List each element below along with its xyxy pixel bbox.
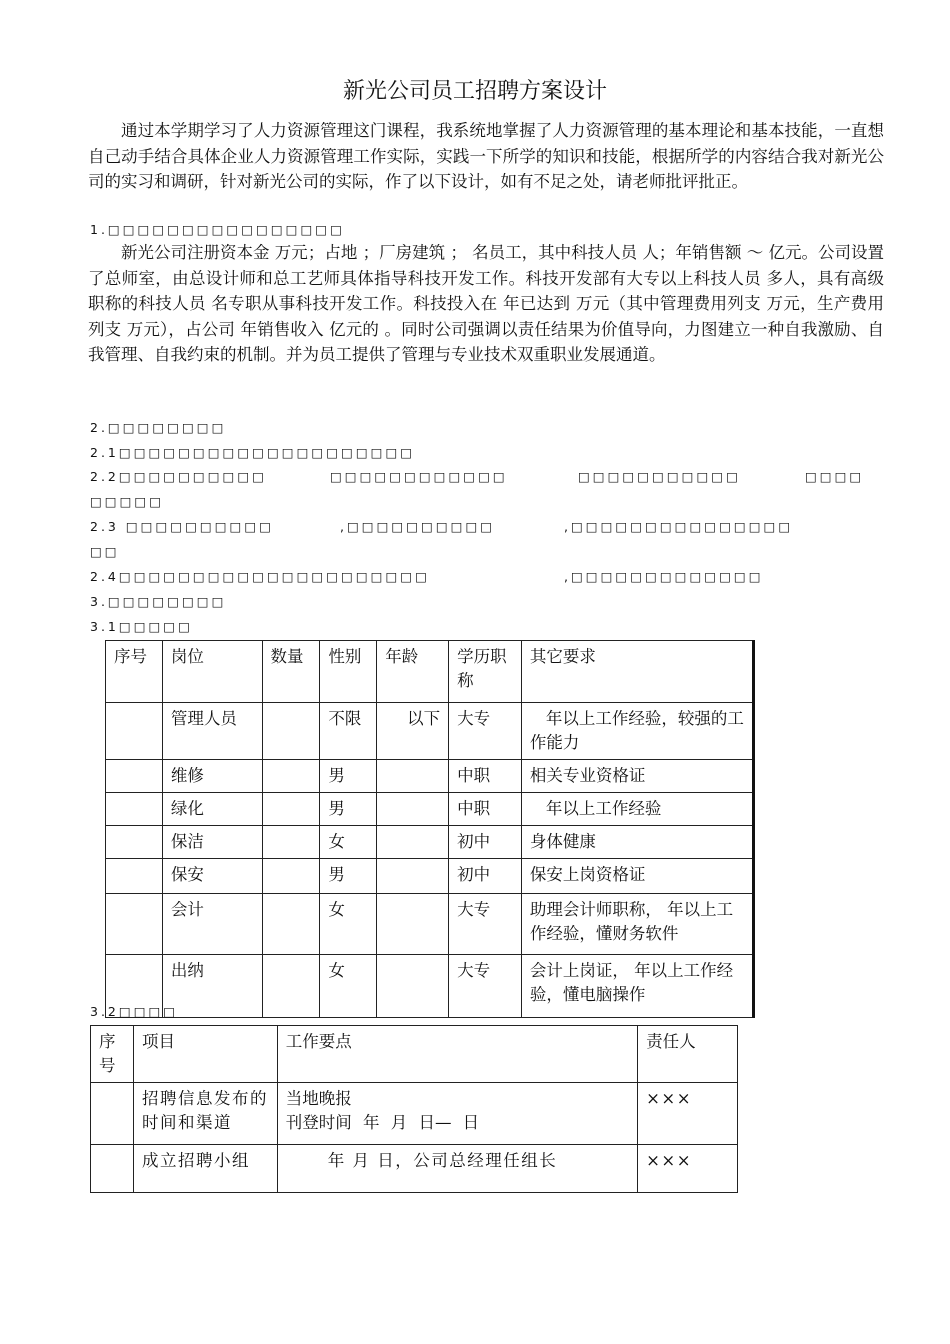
- cell-no: [91, 1145, 134, 1193]
- section-2-3-part: 2.3 □□□□□□□□□□: [90, 519, 274, 534]
- header-cell: 责任人: [638, 1026, 738, 1083]
- table-row: [106, 955, 754, 1018]
- cell-no: [106, 703, 163, 760]
- table-row: [91, 1083, 738, 1145]
- cell-sex: 男: [320, 859, 377, 894]
- section-2-2-part: □□□□: [805, 469, 865, 484]
- cell-no: [106, 793, 163, 826]
- page-title: 新光公司员工招聘方案设计: [342, 79, 607, 104]
- cell-edu: 大专: [449, 703, 522, 760]
- cell-item: 成立招聘小组: [133, 1145, 277, 1193]
- header-cell: 其它要求: [521, 641, 753, 703]
- header-cell: 年龄: [377, 641, 449, 703]
- section-2-2-part: □□□□□□□□□□□: [578, 469, 741, 484]
- cell-owner: ×××: [638, 1145, 738, 1193]
- cell-points: [277, 1083, 637, 1145]
- section-1-heading: 1.□□□□□□□□□□□□□□□□: [90, 222, 345, 237]
- cell-item: 招聘信息发布的时间和渠道: [133, 1083, 277, 1145]
- cell-req: 会计上岗证， 年以上工作经验，懂电脑操作: [521, 955, 753, 1018]
- cell-req: 相关专业资格证: [521, 760, 753, 793]
- cell-sex: 女: [320, 826, 377, 859]
- cell-post: 保安: [162, 859, 262, 894]
- cell-no: [106, 760, 163, 793]
- cell-req: 保安上岗资格证: [521, 859, 753, 894]
- cell-qty: [262, 955, 320, 1018]
- intro-paragraph: 通过本学期学习了人力资源管理这门课程，我系统地掌握了人力资源管理的基本理论和基本技能，一直想自己动手结合具体企业人力资源管理工作实际，实践一下所学的知识和技能，根据所学的内容结合我对新光公司的实习和调研，针对新光公司的实际，作了以下设计，如有不足之处，请老师批评批正。: [88, 121, 884, 191]
- cell-post: 出纳: [162, 955, 262, 1018]
- cell-req: 年以上工作经验: [521, 793, 753, 826]
- cell-age: [377, 955, 449, 1018]
- staffing-table: [105, 640, 755, 1018]
- cell-edu: 大专: [449, 894, 522, 955]
- cell-no: [106, 894, 163, 955]
- cell-sex: 不限: [320, 703, 377, 760]
- cell-qty: [262, 760, 320, 793]
- cell-age: [377, 894, 449, 955]
- cell-age: [377, 859, 449, 894]
- cell-post: 保洁: [162, 826, 262, 859]
- section-2-heading: 2.□□□□□□□□: [90, 420, 227, 435]
- table-row: [106, 760, 754, 793]
- cell-sex: 男: [320, 760, 377, 793]
- table-row: [91, 1145, 738, 1193]
- table-row: [106, 894, 754, 955]
- cell-edu: 大专: [449, 955, 522, 1018]
- cell-post: 维修: [162, 760, 262, 793]
- header-cell: 学历职称: [449, 641, 522, 703]
- cell-post: 绿化: [162, 793, 262, 826]
- header-cell: 数量: [262, 641, 320, 703]
- cell-qty: [262, 826, 320, 859]
- cell-qty: [262, 859, 320, 894]
- cell-edu: 中职: [449, 760, 522, 793]
- header-cell: 序号: [91, 1026, 134, 1083]
- cell-edu: 初中: [449, 859, 522, 894]
- section-2-4-part: 2.4□□□□□□□□□□□□□□□□□□□□□: [90, 569, 430, 584]
- section-3-1: 3.1□□□□□: [90, 619, 193, 634]
- cell-qty: [262, 894, 320, 955]
- cell-sex: 女: [320, 955, 377, 1018]
- cell-sex: 女: [320, 894, 377, 955]
- cell-req: 身体健康: [521, 826, 753, 859]
- header-cell: 性别: [320, 641, 377, 703]
- cell-age: 以下: [377, 703, 449, 760]
- section-2-3-part: ,□□□□□□□□□□: [340, 519, 496, 534]
- table-row: [106, 859, 754, 894]
- cell-owner: ×××: [638, 1083, 738, 1145]
- cell-post: 管理人员: [162, 703, 262, 760]
- cell-edu: 初中: [449, 826, 522, 859]
- section-2-2-part: □□□□□: [90, 494, 165, 509]
- cell-age: [377, 760, 449, 793]
- cell-qty: [262, 793, 320, 826]
- section-2-3-part: □□: [90, 544, 120, 559]
- header-cell: 项目: [133, 1026, 277, 1083]
- cell-qty: [262, 703, 320, 760]
- cell-no: [91, 1083, 134, 1145]
- cell-no: [106, 826, 163, 859]
- recruitment-plan-table: [90, 1025, 738, 1193]
- points-line: 当地晚报: [285, 1089, 352, 1108]
- cell-req: 助理会计师职称， 年以上工作经验，懂财务软件: [521, 894, 753, 955]
- cell-req: 年以上工作经验，较强的工作能力: [521, 703, 753, 760]
- header-cell: 序号: [106, 641, 163, 703]
- table-row: [106, 826, 754, 859]
- cell-post: 会计: [162, 894, 262, 955]
- company-paragraph: 新光公司注册资本金 万元；占地 ；厂房建筑 ； 名员工，其中科技人员 人；年销售额 ～ 亿元。公司设置了总师室，由总设计师和总工艺师具体指导科技开发工作。科技开发部有大专以上科技人员 多人，具有高级职称的科技人员 名专职从事科技开发工作。科技投入在 年已达到 万元（其中管理费用列支 万元，生产费用列支 万元），占公司 年销售收入 亿元的 。同时公司强调以责任结果为价值导向，力图建立一种自我激励、自我管理、自我约束的机制。并为员工提供了管理与专业技术双重职业发展通道。: [88, 243, 884, 364]
- table-header-row: [106, 641, 754, 703]
- cell-edu: 中职: [449, 793, 522, 826]
- table-header-row: [91, 1026, 738, 1083]
- header-cell: 工作要点: [277, 1026, 637, 1083]
- points-line: 年 月 日，公司总经理任组长: [327, 1151, 558, 1170]
- section-2-4-part: ,□□□□□□□□□□□□□: [564, 569, 764, 584]
- table-row: [106, 703, 754, 760]
- cell-sex: 男: [320, 793, 377, 826]
- section-2-2-part: □□□□□□□□□□□□: [330, 469, 508, 484]
- cell-no: [106, 859, 163, 894]
- section-3-heading: 3.□□□□□□□□: [90, 594, 227, 609]
- section-2-1: 2.1□□□□□□□□□□□□□□□□□□□□: [90, 445, 416, 460]
- section-3-2: 3.2□□□□: [90, 1004, 179, 1019]
- cell-age: [377, 826, 449, 859]
- table-row: [106, 793, 754, 826]
- points-line: 刊登时间 年 月 日— 日: [285, 1113, 480, 1132]
- header-cell: 岗位: [162, 641, 262, 703]
- section-2-3-part: ,□□□□□□□□□□□□□□□: [564, 519, 794, 534]
- section-2-2-part: 2.2□□□□□□□□□□: [90, 469, 267, 484]
- cell-points: [277, 1145, 637, 1193]
- cell-age: [377, 793, 449, 826]
